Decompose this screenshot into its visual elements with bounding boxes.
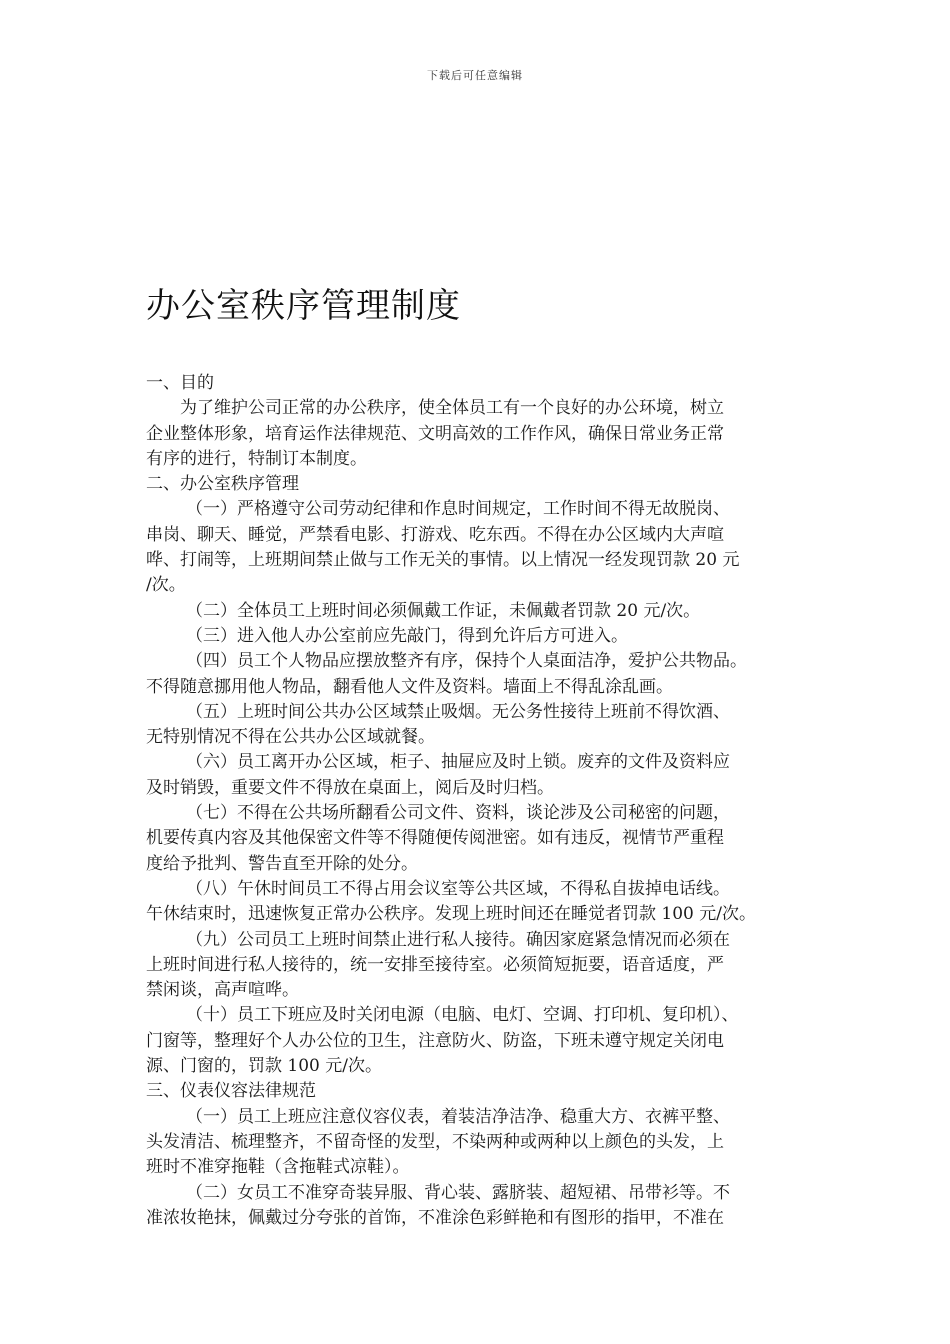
body-line: 三、仪表仪容法律规范 (146, 1081, 316, 1102)
body-line: 头发清洁、梳理整齐，不留奇怪的发型，不染两种或两种以上颜色的头发，上 (146, 1131, 724, 1152)
body-line: （二）全体员工上班时间必须佩戴工作证，未佩戴者罚款 20 元/次。 (186, 600, 701, 621)
body-line: （十）员工下班应及时关闭电源（电脑、电灯、空调、打印机、复印机）、 (186, 1005, 739, 1026)
body-line: 准浓妆艳抹，佩戴过分夸张的首饰，不准涂色彩鲜艳和有图形的指甲，不准在 (146, 1207, 724, 1228)
body-line: （一）严格遵守公司劳动纪律和作息时间规定，工作时间不得无故脱岗、 (186, 499, 730, 520)
body-line: /次。 (146, 575, 186, 596)
body-line: （八）午休时间员工不得占用会议室等公共区域，不得私自拔掉电话线。 (186, 878, 730, 899)
body-line: 二、办公室秩序管理 (146, 474, 299, 495)
body-line: 午休结束时，迅速恢复正常办公秩序。发现上班时间还在睡觉者罚款 100 元/次。 (146, 904, 756, 925)
body-line: （四）员工个人物品应摆放整齐有序，保持个人桌面洁净，爱护公共物品。 (186, 651, 747, 672)
body-line: 无特别情况不得在公共办公区域就餐。 (146, 727, 435, 748)
body-line: 门窗等，整理好个人办公位的卫生，注意防火、防盗，下班未遵守规定关闭电 (146, 1030, 724, 1051)
body-line: （六）员工离开办公区域，柜子、抽屉应及时上锁。废弃的文件及资料应 (186, 752, 730, 773)
body-line: （三）进入他人办公室前应先敲门，得到允许后方可进入。 (186, 625, 628, 646)
body-line: （一）员工上班应注意仪容仪表，着装洁净洁净、稳重大方、衣裤平整、 (186, 1106, 730, 1127)
body-line: （五）上班时间公共办公区域禁止吸烟。无公务性接待上班前不得饮酒、 (186, 701, 730, 722)
body-line: （九）公司员工上班时间禁止进行私人接待。确因家庭紧急情况而必须在 (186, 929, 730, 950)
body-line: （二）女员工不准穿奇装异服、背心装、露脐装、超短裙、吊带衫等。不 (186, 1182, 730, 1203)
body-line: 机要传真内容及其他保密文件等不得随便传阅泄密。如有违反，视情节严重程 (146, 828, 724, 849)
document-body (146, 371, 808, 1231)
body-line: 串岗、聊天、睡觉，严禁看电影、打游戏、吃东西。不得在办公区域内大声喧 (146, 524, 724, 545)
body-line: 有序的进行，特制订本制度。 (146, 448, 367, 469)
body-line: 一、目的 (146, 373, 214, 393)
body-line: （七）不得在公共场所翻看公司文件、资料，谈论涉及公司秘密的问题， (186, 803, 730, 824)
body-line: 哗、打闹等，上班期间禁止做与工作无关的事情。以上情况一经发现罚款 20 元 (146, 550, 740, 571)
body-line: 班时不准穿拖鞋（含拖鞋式凉鞋）。 (146, 1157, 410, 1178)
page-header-note: 下载后可任意编辑 (427, 69, 523, 82)
body-line: 源、门窗的，罚款 100 元/次。 (146, 1056, 382, 1077)
body-line: 上班时间进行私人接待的，统一安排至接待室。必须简短扼要，语音适度，严 (146, 954, 724, 975)
body-line: 及时销毁，重要文件不得放在桌面上，阅后及时归档。 (146, 777, 554, 798)
body-line: 企业整体形象，培育运作法律规范、文明高效的工作作风，确保日常业务正常 (146, 423, 724, 444)
document-title: 办公室秩序管理制度 (146, 286, 461, 326)
body-line: 禁闲谈，高声喧哗。 (146, 980, 299, 1001)
body-line: 为了维护公司正常的办公秩序，使全体员工有一个良好的办公环境，树立 (180, 398, 724, 419)
body-line: 不得随意挪用他人物品，翻看他人文件及资料。墙面上不得乱涂乱画。 (146, 676, 673, 697)
body-line: 度给予批判、警告直至开除的处分。 (146, 853, 418, 874)
